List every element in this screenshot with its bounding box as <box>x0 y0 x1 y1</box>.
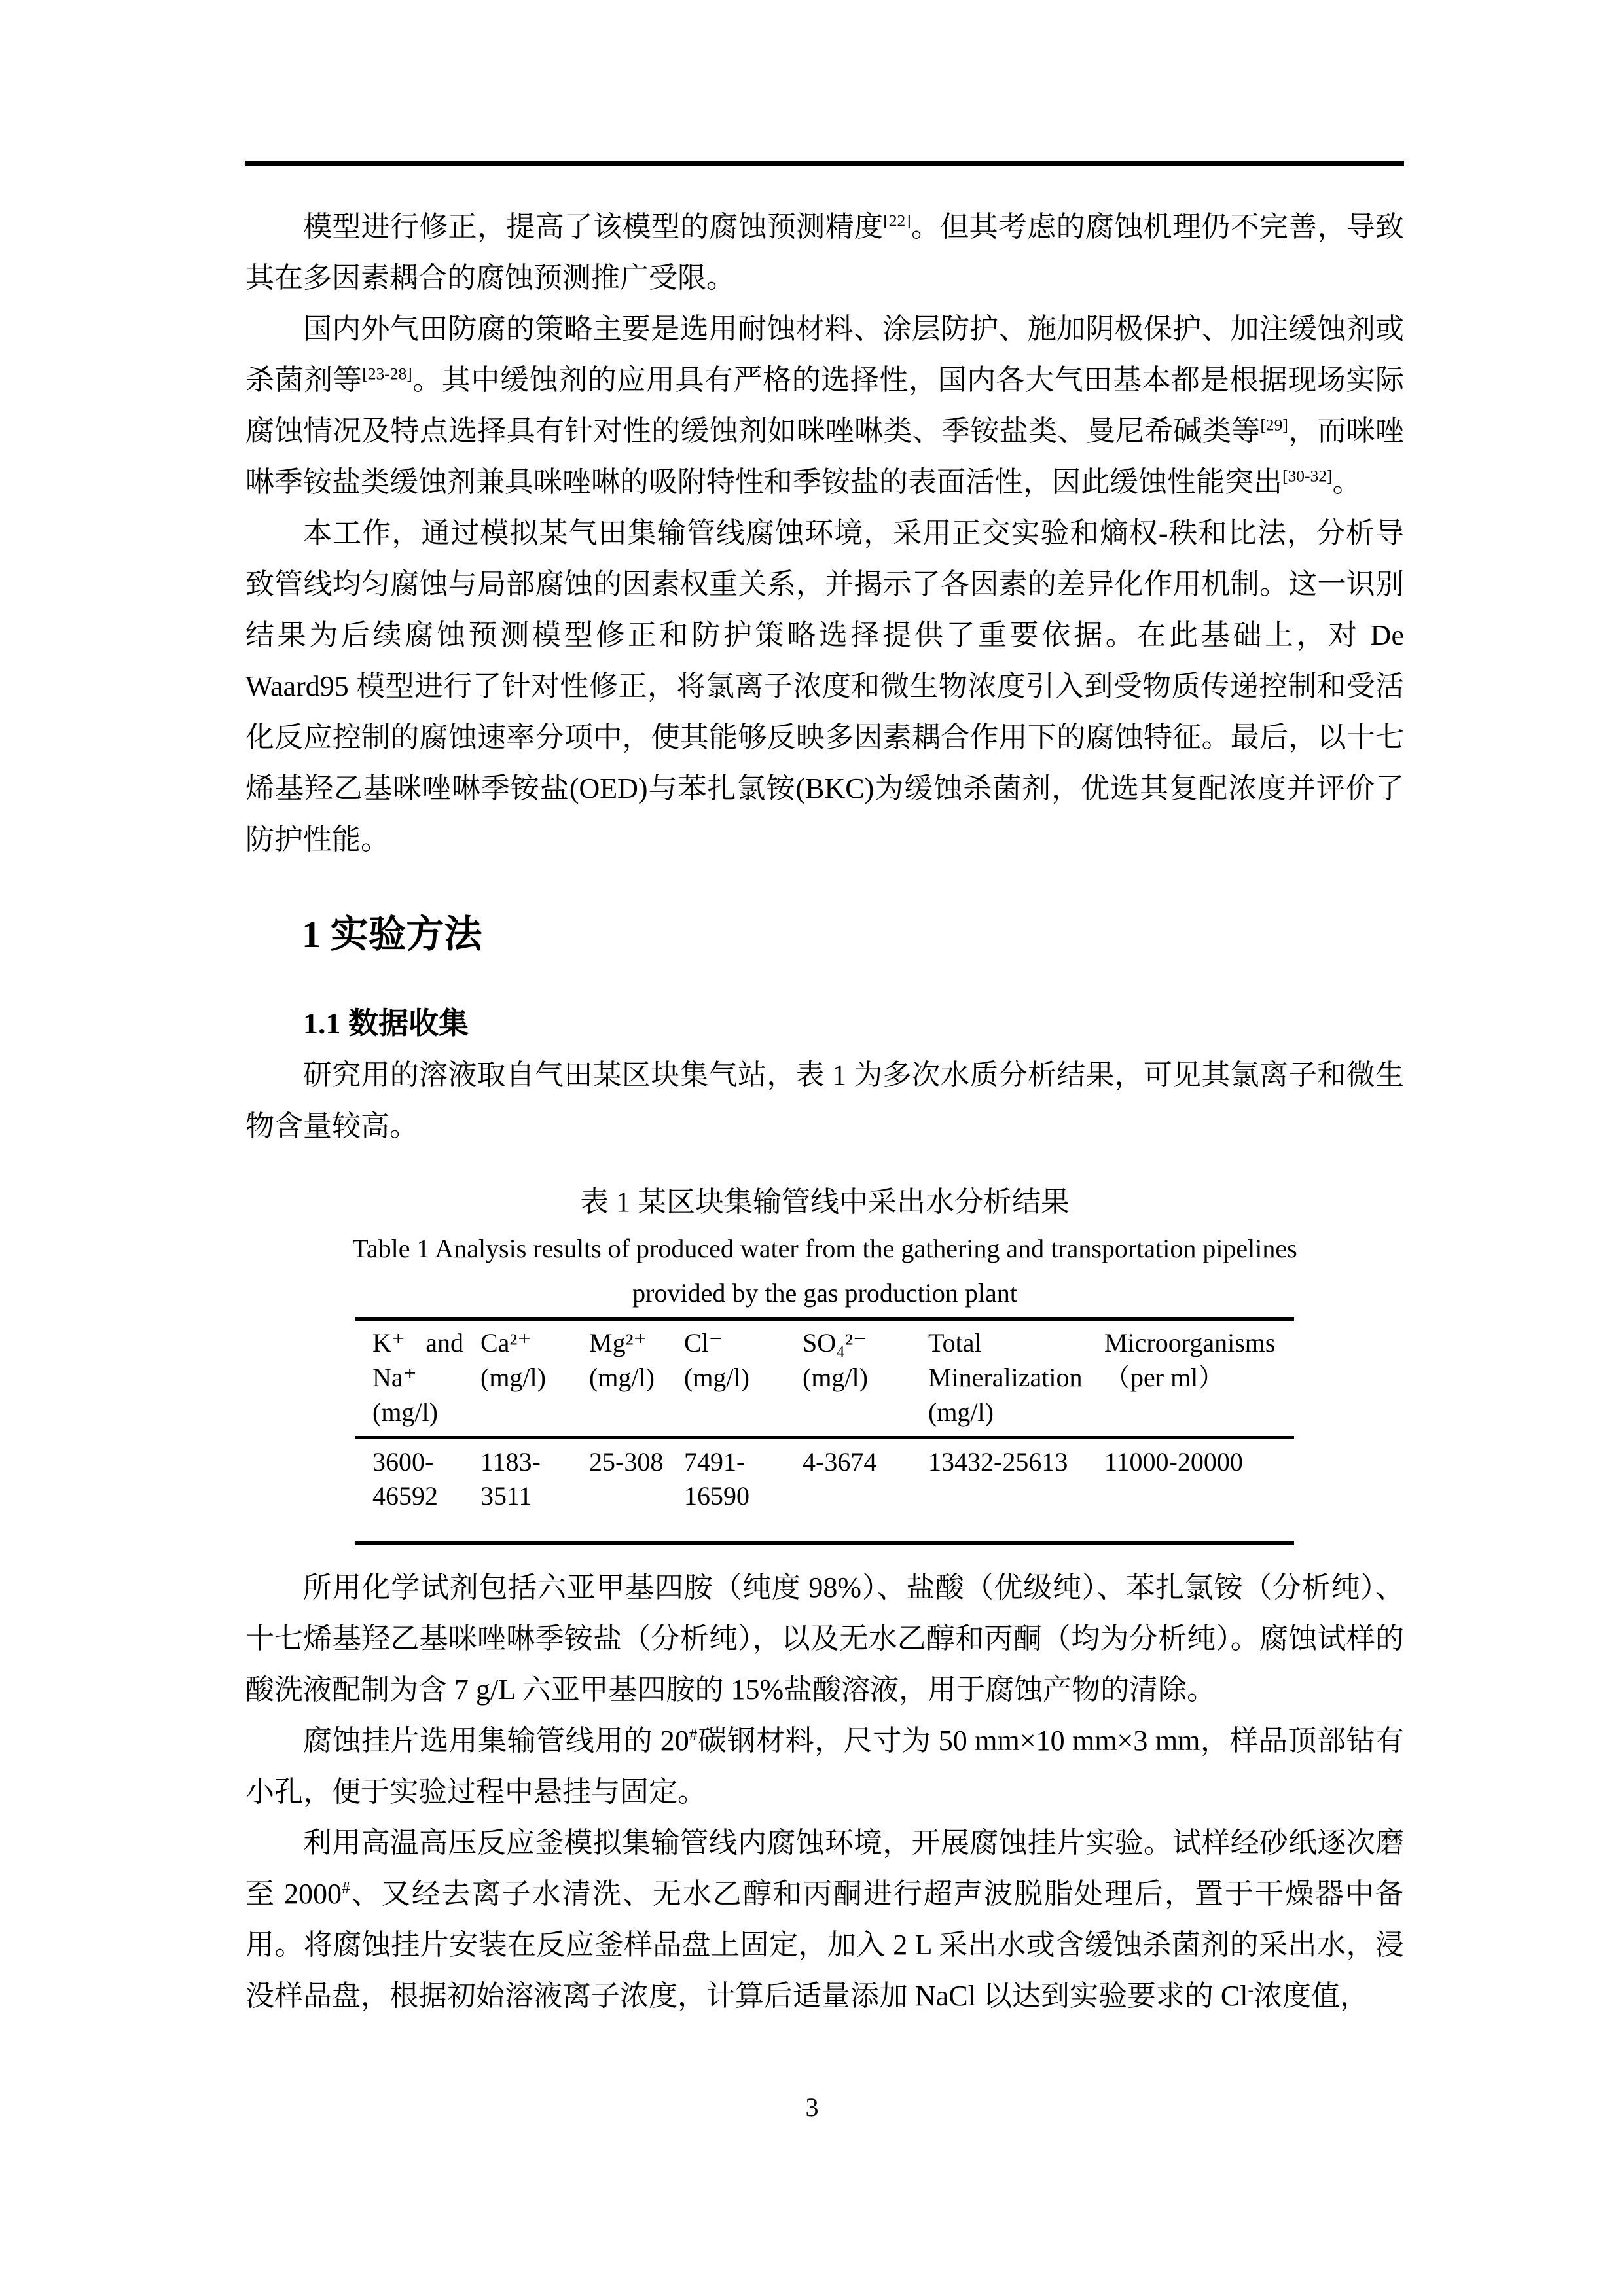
table-header-mg: Mg²⁺ (mg/l) <box>589 1319 684 1438</box>
cell-total-mineralization-value: 13432-25613 <box>928 1447 1068 1477</box>
paragraph-this-work: 本工作，通过模拟某气田集输管线腐蚀环境，采用正交实验和熵权-秩和比法，分析导致管线均匀腐蚀与局部腐蚀的因素权重关系，并揭示了各因素的差异化作用机制。这一识别结果为后续腐蚀预测模型修正和防护策略选择提供了重要依据。在此基础上，对 De Waard95 模型进行了针对性修正，将氯离子浓度和微生物浓度引入到受物质传递控制和受活化反应控制的腐蚀速率分项中，使其能够反映多因素耦合作用下的腐蚀特征。最后，以十七烯基羟乙基咪唑啉季铵盐(OED)与苯扎氯铵(BKC)为缓蚀杀菌剂，优选其复配浓度并评价了防护性能。 <box>245 517 1404 855</box>
produced-water-analysis-table <box>355 1317 1294 1545</box>
table-header-ca: Ca²⁺ (mg/l) <box>480 1319 589 1438</box>
table-header-total-mineralization: Total Mineralization (mg/l) <box>928 1319 1104 1438</box>
paragraph-protection-strategies: 国内外气田防腐的策略主要是选用耐蚀材料、涂层防护、施加阴极保护、加注缓蚀剂或杀菌剂等[23-28]。其中缓蚀剂的应用具有严格的选择性，国内各大气田基本都是根据现场实际腐蚀情况及特点选择具有针对性的缓蚀剂如咪唑啉类、季铵盐类、曼尼希碱类等[29]，而咪唑啉季铵盐类缓蚀剂兼具咪唑啉的吸附特性和季铵盐的表面活性，因此缓蚀性能突出[30-32]。 <box>245 313 1405 498</box>
cell-microorganisms-value: 11000-20000 <box>1104 1447 1243 1477</box>
section-heading: 1 实验方法 <box>302 913 482 956</box>
table-caption-en-line1: Table 1 Analysis results of produced water from the gathering and transportation pipelines <box>352 1234 1297 1263</box>
subsection-heading: 1.1 数据收集 <box>303 1007 469 1040</box>
paragraph-coupon-material: 腐蚀挂片选用集输管线用的 20#碳钢材料，尺寸为 50 mm×10 mm×3 mm，样品顶部钻有小孔，便于实验过程中悬挂与固定。 <box>245 1725 1404 1808</box>
cell-ca-value: 1183-3511 <box>480 1447 541 1511</box>
cell-so4-value: 4-3674 <box>803 1447 877 1477</box>
table-header-microorganisms: Microorganisms （per ml） <box>1104 1319 1294 1438</box>
table-header-k-na: K⁺ and Na⁺ (mg/l) <box>355 1319 480 1438</box>
header-rule <box>245 161 1404 166</box>
paragraph-data-collection: 研究用的溶液取自气田某区块集气站，表 1 为多次水质分析结果，可见其氯离子和微生物含量较高。 <box>245 1059 1404 1142</box>
cell-cl-value: 7491-16590 <box>684 1447 749 1511</box>
page-content <box>245 0 1404 2022</box>
table-caption-en-line2: provided by the gas production plant <box>632 1278 1017 1308</box>
table-header-cl: Cl⁻ (mg/l) <box>684 1319 803 1438</box>
table-header-row <box>355 1319 1294 1438</box>
cell-mg-value: 25-308 <box>589 1447 664 1477</box>
cell-k-na-value: 3600-46592 <box>372 1447 438 1511</box>
paragraph-autoclave-experiment: 利用高温高压反应釜模拟集输管线内腐蚀环境，开展腐蚀挂片实验。试样经砂纸逐次磨至 2000#、又经去离子水清洗、无水乙醇和丙酮进行超声波脱脂处理后，置于干燥器中备用。将腐蚀挂片安装在反应釜样品盘上固定，加入 2 L 采出水或含缓蚀杀菌剂的采出水，浸没样品盘，根据初始溶液离子浓度，计算后适量添加 NaCl 以达到实验要求的 Cl-浓度值， <box>245 1827 1404 2012</box>
paragraph-chemical-reagents: 所用化学试剂包括六亚甲基四胺（纯度 98%）、盐酸（优级纯）、苯扎氯铵（分析纯）、十七烯基羟乙基咪唑啉季铵盐（分析纯），以及无水乙醇和丙酮（均为分析纯）。腐蚀试样的酸洗液配制为含 7 g/L 六亚甲基四胺的 15%盐酸溶液，用于腐蚀产物的清除。 <box>245 1571 1404 1706</box>
table-caption-zh: 表 1 某区块集输管线中采出水分析结果 <box>580 1186 1070 1218</box>
paragraph-model-correction: 模型进行修正，提高了该模型的腐蚀预测精度[22]。但其考虑的腐蚀机理仍不完善，导致其在多因素耦合的腐蚀预测推广受限。 <box>245 211 1405 294</box>
page-number: 3 <box>805 2092 819 2122</box>
table-header-so4: SO₄²⁻ (mg/l) <box>803 1319 928 1438</box>
table-data-row <box>355 1437 1294 1543</box>
